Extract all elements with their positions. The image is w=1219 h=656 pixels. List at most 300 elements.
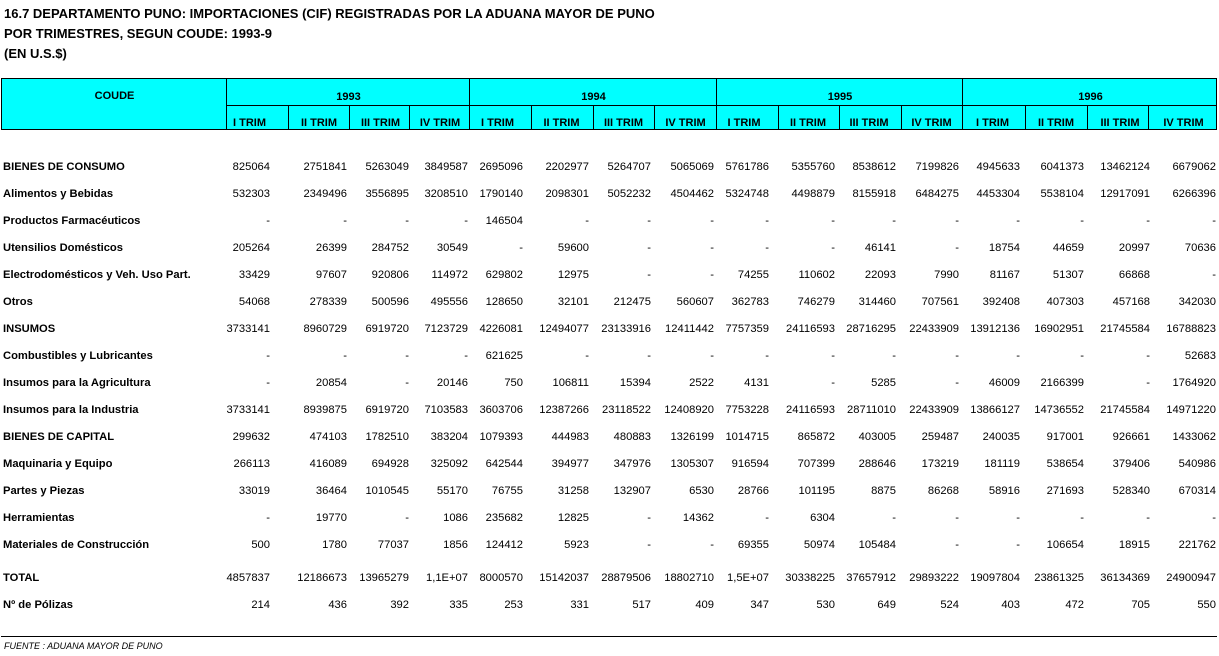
table-cell: 13462124: [1100, 161, 1150, 173]
table-row: [0, 377, 1219, 391]
table-cell: 54068: [238, 296, 270, 308]
table-cell: 4498879: [791, 188, 835, 200]
table-cell: -: [1212, 269, 1216, 281]
table-cell: 59600: [557, 242, 589, 254]
table-cell: 21745584: [1100, 323, 1150, 335]
table-cell: 46009: [988, 377, 1020, 389]
table-cell: 379406: [1112, 458, 1150, 470]
table-cell: 26399: [315, 242, 347, 254]
table-cell: -: [405, 350, 409, 362]
table-cell: -: [710, 350, 714, 362]
table-cell: 8155918: [852, 188, 896, 200]
table-cell: 4504462: [670, 188, 714, 200]
table-cell: 240035: [982, 431, 1020, 443]
table-cell: 394977: [551, 458, 589, 470]
table-cell: 1014715: [725, 431, 769, 443]
table-cell: 212475: [613, 296, 651, 308]
table-cell: 28879506: [601, 572, 651, 584]
table-cell: 750: [504, 377, 523, 389]
table-cell: 409: [695, 599, 714, 611]
table-cell: -: [831, 215, 835, 227]
table-cell: 23133916: [601, 323, 651, 335]
table-cell: 5923: [564, 539, 589, 551]
table-cell: 5285: [871, 377, 896, 389]
table-cell: -: [343, 350, 347, 362]
table-cell: 7990: [934, 269, 959, 281]
table-cell: 6919720: [365, 323, 409, 335]
table-cell: 173219: [921, 458, 959, 470]
table-cell: -: [266, 377, 270, 389]
table-cell: 5065069: [670, 161, 714, 173]
title-block: [4, 4, 655, 64]
table-cell: 19770: [315, 512, 347, 524]
table-cell: 649: [877, 599, 896, 611]
header-quarter-label: III TRIM: [1100, 117, 1140, 129]
table-cell: 52683: [1184, 350, 1216, 362]
table-cell: 5324748: [725, 188, 769, 200]
table-cell: -: [647, 350, 651, 362]
table-cell: 19097804: [970, 572, 1020, 584]
table-cell: 44659: [1052, 242, 1084, 254]
table-cell: 403005: [858, 431, 896, 443]
table-cell: 105484: [858, 539, 896, 551]
table-cell: 13866127: [970, 404, 1020, 416]
table-cell: 6679062: [1172, 161, 1216, 173]
table-cell: -: [955, 215, 959, 227]
table-cell: 2751841: [303, 161, 347, 173]
table-cell: -: [710, 242, 714, 254]
row-label: Electrodomésticos y Veh. Uso Part.: [3, 269, 191, 281]
table-cell: 403: [1001, 599, 1020, 611]
table-cell: 235682: [485, 512, 523, 524]
table-cell: 1782510: [365, 431, 409, 443]
table-cell: 46141: [864, 242, 896, 254]
table-cell: 670314: [1178, 485, 1216, 497]
table-cell: 28711010: [847, 404, 896, 416]
table-cell: 253: [504, 599, 523, 611]
table-row: [0, 572, 1219, 586]
table-cell: 3556895: [365, 188, 409, 200]
table-cell: -: [1146, 512, 1150, 524]
table-cell: 1764920: [1172, 377, 1216, 389]
table-cell: 3603706: [479, 404, 523, 416]
table-cell: 259487: [921, 431, 959, 443]
table-cell: 5052232: [607, 188, 651, 200]
table-row: [0, 242, 1219, 256]
table-cell: 114972: [431, 269, 468, 281]
table-cell: -: [1212, 215, 1216, 227]
table-cell: -: [585, 215, 589, 227]
table-row: [0, 431, 1219, 445]
table-cell: 392: [390, 599, 409, 611]
row-label: BIENES DE CAPITAL: [3, 431, 115, 443]
table-row: [0, 485, 1219, 499]
table-cell: -: [266, 350, 270, 362]
table-cell: 5355760: [791, 161, 835, 173]
table-cell: 6266396: [1172, 188, 1216, 200]
table-cell: 746279: [797, 296, 835, 308]
table-cell: 24116593: [786, 323, 835, 335]
table-cell: 8000570: [479, 572, 523, 584]
table-cell: 13965279: [359, 572, 409, 584]
table-cell: -: [519, 242, 523, 254]
row-label: TOTAL: [3, 572, 40, 584]
table-cell: 50974: [803, 539, 835, 551]
table-row: [0, 161, 1219, 175]
table-cell: 124412: [485, 539, 523, 551]
table-cell: 480883: [613, 431, 651, 443]
table-cell: 5538104: [1040, 188, 1084, 200]
table-cell: 7753228: [725, 404, 769, 416]
table-cell: 128650: [485, 296, 523, 308]
table-cell: 916594: [731, 458, 769, 470]
table-cell: 110602: [798, 269, 835, 281]
table-cell: 705: [1131, 599, 1150, 611]
source-note: FUENTE : ADUANA MAYOR DE PUNO: [4, 641, 163, 651]
table-cell: 707399: [797, 458, 835, 470]
table-cell: 70636: [1184, 242, 1216, 254]
table-row: [0, 215, 1219, 229]
table-cell: 214: [251, 599, 270, 611]
table-cell: 33019: [238, 485, 270, 497]
title-line-2: POR TRIMESTRES, SEGUN COUDE: 1993-9: [4, 26, 272, 41]
table-cell: 6484275: [915, 188, 959, 200]
table-cell: 14971220: [1166, 404, 1216, 416]
table-cell: 920806: [371, 269, 409, 281]
table-cell: 7757359: [725, 323, 769, 335]
table-cell: 20146: [436, 377, 468, 389]
table-row: [0, 404, 1219, 418]
table-cell: 532303: [232, 188, 270, 200]
table-cell: 20997: [1118, 242, 1150, 254]
table-cell: 3733141: [226, 404, 270, 416]
table-cell: -: [1146, 215, 1150, 227]
table-cell: 12917091: [1100, 188, 1150, 200]
table-cell: -: [1080, 215, 1084, 227]
row-label: Otros: [3, 296, 33, 308]
row-label: Utensilios Domésticos: [3, 242, 123, 254]
table-cell: 4945633: [976, 161, 1020, 173]
table-cell: 86268: [927, 485, 959, 497]
table-cell: 5264707: [607, 161, 651, 173]
table-cell: 392408: [982, 296, 1020, 308]
table-cell: 4131: [744, 377, 769, 389]
table-cell: -: [892, 350, 896, 362]
table-cell: -: [892, 215, 896, 227]
header-quarter-label: IV TRIM: [665, 117, 706, 129]
header-coude-label: COUDE: [94, 90, 135, 102]
table-cell: 1433062: [1172, 431, 1216, 443]
table-row: [0, 458, 1219, 472]
table-row: [0, 296, 1219, 310]
table-cell: 3849587: [424, 161, 468, 173]
row-label: Alimentos y Bebidas: [3, 188, 114, 200]
table-cell: -: [892, 512, 896, 524]
table-cell: 22433909: [909, 323, 959, 335]
table-cell: 524: [940, 599, 959, 611]
table-cell: 18915: [1118, 539, 1150, 551]
header-year-2: 1995: [827, 91, 853, 103]
table-cell: 284752: [371, 242, 409, 254]
table-cell: -: [464, 215, 468, 227]
row-label: Materiales de Construcción: [3, 539, 150, 551]
table-cell: 7199826: [915, 161, 959, 173]
table-cell: 32101: [557, 296, 589, 308]
table-cell: -: [405, 512, 409, 524]
table-cell: 77037: [377, 539, 409, 551]
table-cell: 331: [570, 599, 589, 611]
table-cell: 642544: [485, 458, 523, 470]
table-cell: 16902951: [1034, 323, 1084, 335]
table-cell: 6530: [689, 485, 714, 497]
header-quarter-label: III TRIM: [360, 117, 401, 129]
table-cell: 205264: [232, 242, 270, 254]
table-cell: 15142037: [539, 572, 589, 584]
table-cell: 76755: [491, 485, 523, 497]
table-cell: 12387266: [539, 404, 589, 416]
table-cell: 621625: [485, 350, 523, 362]
table-cell: 101195: [798, 485, 835, 497]
table-cell: 347: [750, 599, 769, 611]
table-cell: 314460: [858, 296, 896, 308]
table-cell: 926661: [1112, 431, 1150, 443]
header-quarter-label: II TRIM: [789, 117, 827, 129]
table-cell: 146504: [485, 215, 523, 227]
table-cell: 18802710: [664, 572, 714, 584]
table-row: [0, 269, 1219, 283]
row-label: Nº de Pólizas: [3, 599, 73, 611]
table-cell: -: [710, 269, 714, 281]
table-cell: 1326199: [670, 431, 714, 443]
table-cell: 14736552: [1034, 404, 1084, 416]
table-cell: 457168: [1112, 296, 1150, 308]
table-cell: 1856: [443, 539, 468, 551]
table-cell: -: [464, 350, 468, 362]
table-row: [0, 188, 1219, 202]
table-cell: 266113: [233, 458, 270, 470]
table-cell: 28716295: [846, 323, 896, 335]
row-label: Insumos para la Agricultura: [3, 377, 151, 389]
table-cell: 132907: [613, 485, 651, 497]
header-quarter-label: IV TRIM: [911, 117, 952, 129]
table-cell: 23118522: [602, 404, 651, 416]
table-cell: -: [647, 539, 651, 551]
table-cell: 2098301: [545, 188, 589, 200]
table-cell: 325092: [430, 458, 468, 470]
table-cell: 550: [1197, 599, 1216, 611]
row-label: Insumos para la Industria: [3, 404, 139, 416]
title-line-3: (EN U.S.$): [4, 46, 67, 61]
table-cell: 13912136: [970, 323, 1020, 335]
table-cell: 530: [816, 599, 835, 611]
table-cell: -: [955, 350, 959, 362]
table-cell: 436: [328, 599, 347, 611]
table-cell: 342030: [1178, 296, 1216, 308]
table-cell: 69355: [737, 539, 769, 551]
header-quarter-label: I TRIM: [727, 117, 761, 129]
table-cell: 22433909: [909, 404, 959, 416]
table-cell: -: [831, 242, 835, 254]
table-cell: 517: [632, 599, 651, 611]
table-cell: 20854: [315, 377, 347, 389]
table-cell: 51307: [1052, 269, 1084, 281]
table-cell: 383204: [430, 431, 468, 443]
table-cell: -: [831, 377, 835, 389]
table-cell: 917001: [1046, 431, 1084, 443]
table-cell: -: [955, 377, 959, 389]
row-label: INSUMOS: [3, 323, 56, 335]
table-cell: -: [1016, 350, 1020, 362]
table-cell: 495556: [430, 296, 468, 308]
table-cell: 36134369: [1100, 572, 1150, 584]
table-cell: 335: [449, 599, 468, 611]
table-cell: 106811: [552, 377, 589, 389]
table-cell: 3733141: [226, 323, 270, 335]
table-cell: -: [1146, 350, 1150, 362]
header-quarter-label: II TRIM: [543, 117, 580, 129]
table-cell: 694928: [371, 458, 409, 470]
table-header: [1, 78, 1217, 130]
table-cell: 8875: [871, 485, 896, 497]
table-cell: 24900947: [1166, 572, 1216, 584]
table-cell: 1780: [322, 539, 347, 551]
header-quarter-label: I TRIM: [481, 117, 514, 129]
table-cell: 6304: [810, 512, 835, 524]
table-row: [0, 323, 1219, 337]
table-cell: 12494077: [539, 323, 589, 335]
table-row: [0, 350, 1219, 364]
table-cell: -: [955, 512, 959, 524]
table-cell: 2202977: [545, 161, 589, 173]
table-cell: 97607: [315, 269, 347, 281]
row-label: BIENES DE CONSUMO: [3, 161, 125, 173]
table-cell: 23861325: [1034, 572, 1084, 584]
table-cell: 36464: [315, 485, 347, 497]
table-cell: 278339: [309, 296, 347, 308]
table-cell: -: [765, 512, 769, 524]
table-cell: 271693: [1046, 485, 1084, 497]
table-cell: -: [1080, 512, 1084, 524]
table-cell: 540986: [1178, 458, 1216, 470]
table-cell: 58916: [988, 485, 1020, 497]
table-cell: 2166399: [1040, 377, 1084, 389]
table-cell: 2695096: [479, 161, 523, 173]
table-cell: -: [266, 512, 270, 524]
header-year-3: 1996: [1078, 91, 1103, 103]
row-label: Partes y Piezas: [3, 485, 85, 497]
table-cell: 1079393: [479, 431, 523, 443]
table-cell: 407303: [1046, 296, 1084, 308]
table-cell: -: [405, 377, 409, 389]
table-cell: 1305307: [670, 458, 714, 470]
header-quarter-label: II TRIM: [300, 117, 338, 129]
table-cell: 500596: [371, 296, 409, 308]
table-cell: 299632: [232, 431, 270, 443]
table-cell: 7103583: [424, 404, 468, 416]
table-cell: 24116593: [786, 404, 835, 416]
table-cell: 560607: [676, 296, 714, 308]
table-cell: -: [1212, 512, 1216, 524]
table-row: [0, 599, 1219, 613]
table-cell: 74255: [737, 269, 769, 281]
table-cell: 12186673: [297, 572, 347, 584]
table-cell: 1,5E+07: [727, 572, 769, 584]
row-label: Combustibles y Lubricantes: [3, 350, 153, 362]
table-cell: 2522: [689, 377, 714, 389]
table-cell: 8939875: [303, 404, 347, 416]
table-cell: 3208510: [424, 188, 468, 200]
table-cell: 5761786: [725, 161, 769, 173]
table-cell: -: [765, 350, 769, 362]
header-quarter-label: II TRIM: [1037, 117, 1075, 129]
table-cell: -: [1146, 377, 1150, 389]
table-cell: 12825: [557, 512, 589, 524]
table-cell: 12408920: [664, 404, 714, 416]
table-cell: -: [647, 269, 651, 281]
table-cell: 416089: [309, 458, 347, 470]
table-cell: -: [955, 242, 959, 254]
table-cell: -: [710, 215, 714, 227]
header-quarter-label: IV TRIM: [1163, 117, 1204, 129]
table-cell: -: [647, 512, 651, 524]
table-cell: 472: [1065, 599, 1084, 611]
table-cell: -: [710, 539, 714, 551]
table-cell: -: [647, 215, 651, 227]
table-cell: 1,1E+07: [426, 572, 468, 584]
table-cell: 629802: [485, 269, 523, 281]
table-cell: 1010545: [365, 485, 409, 497]
table-cell: 81167: [989, 269, 1020, 281]
table-cell: 4226081: [479, 323, 523, 335]
table-cell: 2349496: [303, 188, 347, 200]
header-quarter-label: I TRIM: [976, 117, 1009, 129]
table-cell: 500: [251, 539, 270, 551]
table-cell: -: [955, 539, 959, 551]
footer-divider: [1, 636, 1217, 637]
header-quarter-label: III TRIM: [849, 117, 889, 129]
table-cell: -: [343, 215, 347, 227]
row-label: Productos Farmacéuticos: [3, 215, 141, 227]
row-label: Herramientas: [3, 512, 75, 524]
table-cell: 21745584: [1100, 404, 1150, 416]
table-cell: 1790140: [479, 188, 523, 200]
table-cell: -: [831, 350, 835, 362]
table-cell: -: [405, 215, 409, 227]
header-year-0: 1993: [336, 91, 361, 103]
table-cell: 4453304: [976, 188, 1020, 200]
table-row: [0, 539, 1219, 553]
table-cell: -: [1016, 539, 1020, 551]
header-quarter-label: IV TRIM: [419, 117, 461, 129]
table-cell: 66868: [1118, 269, 1150, 281]
table-cell: 288646: [858, 458, 896, 470]
table-cell: 8960729: [303, 323, 347, 335]
table-cell: -: [266, 215, 270, 227]
table-cell: 347976: [613, 458, 651, 470]
table-cell: 362783: [731, 296, 769, 308]
table-cell: -: [585, 350, 589, 362]
table-cell: 528340: [1112, 485, 1150, 497]
table-cell: 31258: [557, 485, 589, 497]
header-year-divider: [227, 105, 1217, 106]
table-cell: 8538612: [852, 161, 896, 173]
table-cell: 30549: [436, 242, 468, 254]
table-cell: -: [1016, 215, 1020, 227]
table-cell: 33429: [238, 269, 270, 281]
table-cell: -: [1080, 350, 1084, 362]
table-cell: 5263049: [365, 161, 409, 173]
table-cell: 707561: [921, 296, 959, 308]
